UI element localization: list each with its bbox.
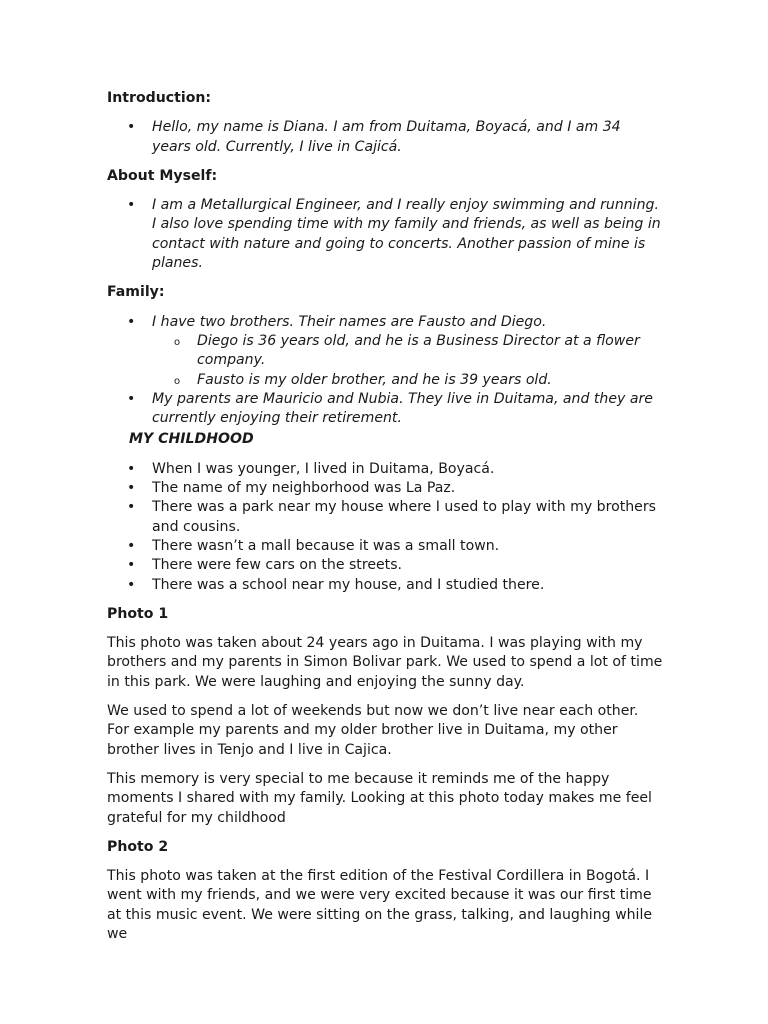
intro-list	[107, 118, 663, 157]
list-item: • Hello, my name is Diana. I am from Duitama, Boyacá, and I am 34 years old. Currently, I live in Cajicá.	[107, 118, 663, 157]
sub-list-item: o Diego is 36 years old, and he is a Business Director at a flower company.	[152, 332, 663, 371]
list-item: • There was a park near my house where I used to play with my brothers and cousins.	[107, 498, 663, 537]
photo1-heading: Photo 1	[107, 605, 169, 622]
list-item-text: I have two brothers. Their names are Fausto and Diego.	[152, 313, 547, 330]
family-list	[107, 313, 663, 429]
list-item: • My parents are Mauricio and Nubia. They live in Duitama, and they are currently enjoying their retirement.	[107, 390, 663, 429]
family-sublist	[107, 332, 663, 390]
list-item: • I am a Metallurgical Engineer, and I really enjoy swimming and running. I also love spending time with my family and friends, as well as being in contact with nature and going to concerts. Another passion of mine is planes.	[107, 196, 663, 273]
paragraph: This photo was taken at the first edition of the Festival Cordillera in Bogotá. I went with my friends, and we were very excited because it was our first time at this music event. We were sitting on the grass, talking, and laughing while we	[107, 868, 653, 942]
childhood-heading: MY CHILDHOOD	[129, 431, 254, 448]
paragraph: We used to spend a lot of weekends but now we don’t live near each other. For example my parents and my older brother live in Duitama, my other brother lives in Tenjo and I live in Cajica.	[107, 703, 639, 758]
list-item	[107, 313, 663, 390]
photo2-heading: Photo 2	[107, 838, 169, 855]
about-list	[107, 196, 663, 273]
intro-heading: Introduction:	[107, 90, 212, 106]
list-item: • There were few cars on the streets.	[107, 556, 663, 575]
about-heading: About Myself:	[107, 167, 218, 184]
childhood-list	[107, 460, 663, 595]
paragraph: This memory is very special to me because it reminds me of the happy moments I shared with my family. Looking at this photo today makes me feel grateful for my childhood	[107, 770, 652, 826]
paragraph: This photo was taken about 24 years ago in Duitama. I was playing with my brothers and my parents in Simon Bolivar park. We used to spend a lot of time in this park. We were laughing and enjoying the sunny day.	[107, 635, 663, 690]
family-heading: Family:	[107, 284, 165, 301]
list-item: • The name of my neighborhood was La Paz.	[107, 479, 663, 498]
list-item: • There wasn’t a mall because it was a small town.	[107, 537, 663, 556]
list-item: • There was a school near my house, and I studied there.	[107, 576, 663, 595]
document-page	[107, 89, 663, 954]
sub-list-item: o Fausto is my older brother, and he is 39 years old.	[152, 371, 663, 390]
list-item: • When I was younger, I lived in Duitama, Boyacá.	[107, 460, 663, 479]
